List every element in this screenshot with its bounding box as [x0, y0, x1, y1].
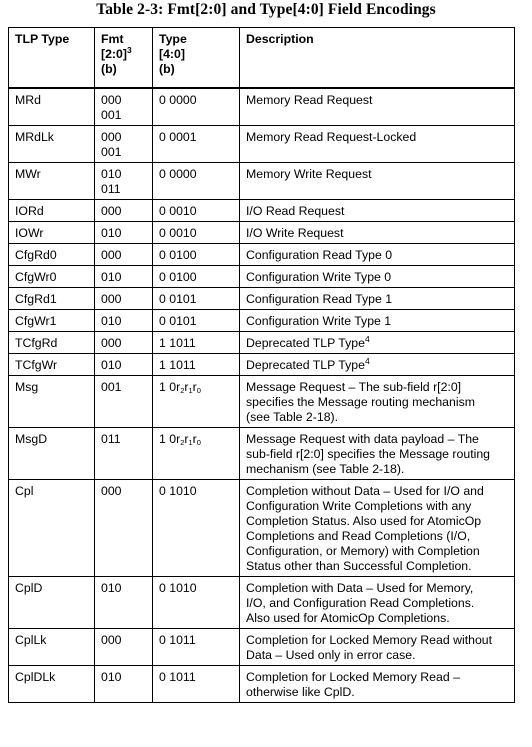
table-row [9, 244, 515, 266]
cell-description [240, 244, 515, 266]
table-row [9, 428, 515, 480]
description-line [246, 167, 508, 182]
description-line [246, 226, 508, 241]
description-line [246, 685, 508, 700]
fmt-value: 000 [101, 93, 122, 107]
description-text: mechanism (see Table 2-18). [246, 462, 405, 476]
table-row [9, 163, 515, 200]
description-line [246, 204, 508, 219]
description-text: Configuration Read Type 1 [246, 292, 393, 306]
description-line [246, 611, 508, 626]
cell-tlp-type: CplD [9, 577, 95, 629]
description-text: Configuration, or Memory) with Completion [246, 544, 480, 558]
fmt-value: 010 [101, 358, 122, 372]
table-row [9, 629, 515, 666]
cell-description [240, 163, 515, 200]
cell-type [153, 666, 240, 703]
description-line [246, 410, 508, 425]
description-line [246, 447, 508, 462]
cell-fmt [95, 310, 153, 332]
description-text: Deprecated TLP Type [246, 358, 365, 372]
cell-fmt [95, 126, 153, 163]
fmt-value: 010 [101, 314, 122, 328]
type-subscript: 1 [188, 438, 193, 447]
table-row [9, 126, 515, 163]
table-row [9, 288, 515, 310]
cell-tlp-type: CplLk [9, 629, 95, 666]
cell-description [240, 354, 515, 376]
fmt-value: 000 [101, 248, 122, 262]
cell-fmt [95, 480, 153, 577]
table-header-row [9, 28, 515, 89]
cell-fmt [95, 244, 153, 266]
cell-fmt [95, 288, 153, 310]
cell-description [240, 428, 515, 480]
cell-type [153, 88, 240, 126]
cell-type [153, 332, 240, 354]
description-line [246, 93, 508, 108]
fmt-value: 011 [101, 432, 121, 446]
type-value: 0 1011 [159, 633, 196, 647]
footnote-marker: 4 [364, 334, 370, 344]
cell-description [240, 629, 515, 666]
cell-fmt [95, 428, 153, 480]
cell-fmt [95, 354, 153, 376]
cell-type [153, 629, 240, 666]
cell-type [153, 266, 240, 288]
fmt-value: 000 [101, 633, 122, 647]
description-text: Data – Used only in error case. [246, 648, 416, 662]
table-row [9, 480, 515, 577]
cell-tlp-type: MRdLk [9, 126, 95, 163]
field-encodings-table [8, 27, 515, 703]
fmt-value: 000 [101, 292, 122, 306]
cell-tlp-type: TCfgWr [9, 354, 95, 376]
cell-type [153, 288, 240, 310]
type-sub-letter: r [184, 432, 189, 446]
cell-description [240, 266, 515, 288]
type-value: 1 0r [159, 380, 181, 394]
cell-tlp-type: MsgD [9, 428, 95, 480]
cell-type [153, 354, 240, 376]
cell-type [153, 310, 240, 332]
description-line [246, 581, 508, 596]
cell-type [153, 222, 240, 244]
description-text: Message Request – The sub-field r[2:0] [246, 380, 462, 394]
description-line [246, 380, 508, 395]
fmt-value: 010 [101, 581, 122, 595]
cell-tlp-type: MRd [9, 88, 95, 126]
description-line [246, 484, 508, 499]
cell-description [240, 310, 515, 332]
table-row [9, 354, 515, 376]
type-subscript: 0 [196, 438, 201, 447]
cell-description [240, 376, 515, 428]
description-text: Completions and Read Completions (I/O, [246, 529, 471, 543]
description-text: Configuration Write Type 0 [246, 270, 392, 284]
cell-tlp-type: TCfgRd [9, 332, 95, 354]
table-row [9, 88, 515, 126]
cell-description [240, 332, 515, 354]
cell-type [153, 200, 240, 222]
description-line [246, 648, 508, 663]
table-row [9, 310, 515, 332]
description-text: Also used for AtomicOp Completions. [246, 611, 450, 625]
description-line [246, 514, 508, 529]
description-text: Configuration Read Type 0 [246, 248, 393, 262]
fmt-value: 000 [101, 130, 122, 144]
fmt-value: 000 [101, 204, 122, 218]
description-line [246, 314, 508, 329]
cell-tlp-type: CfgRd0 [9, 244, 95, 266]
description-text: Completion for Locked Memory Read – [246, 670, 460, 684]
type-sub-letter: r [192, 432, 197, 446]
cell-description [240, 200, 515, 222]
type-value: 1 1011 [159, 358, 196, 372]
type-value: 0 0000 [159, 167, 197, 181]
type-subscript: 1 [188, 386, 193, 395]
cell-tlp-type: CfgWr1 [9, 310, 95, 332]
cell-fmt [95, 222, 153, 244]
type-value: 0 0101 [159, 314, 197, 328]
cell-fmt [95, 666, 153, 703]
type-value: 1 0r [159, 432, 181, 446]
description-text: Deprecated TLP Type [246, 336, 365, 350]
header-type [153, 28, 240, 89]
description-line [246, 462, 508, 477]
table-caption: Table 2-3: Fmt[2:0] and Type[4:0] Field Encodings [96, 1, 436, 18]
description-line [246, 336, 508, 351]
description-text: otherwise like CplD. [246, 685, 355, 699]
fmt-value: 001 [101, 380, 122, 394]
cell-description [240, 126, 515, 163]
description-text: Completion for Locked Memory Read without [246, 633, 493, 647]
cell-type [153, 163, 240, 200]
description-text: I/O Write Request [246, 226, 344, 240]
fmt-value: 001 [101, 108, 122, 122]
type-value: 0 1010 [159, 484, 197, 498]
description-text: Memory Read Request-Locked [246, 130, 417, 144]
type-value: 0 0001 [159, 130, 197, 144]
description-text: Memory Read Request [246, 93, 373, 107]
fmt-value: 010 [101, 167, 122, 181]
type-value: 0 0100 [159, 248, 197, 262]
description-text: Configuration Write Type 1 [246, 314, 392, 328]
description-text: I/O, and Configuration Read Completions. [246, 596, 475, 610]
cell-type [153, 376, 240, 428]
cell-tlp-type: CfgRd1 [9, 288, 95, 310]
description-text: Memory Write Request [246, 167, 372, 181]
fmt-value: 010 [101, 670, 122, 684]
description-text: I/O Read Request [246, 204, 345, 218]
fmt-value: 000 [101, 336, 122, 350]
table-body [9, 88, 515, 703]
header-type-line: Type [159, 32, 187, 46]
footnote-marker: 3 [126, 45, 132, 55]
cell-fmt [95, 88, 153, 126]
description-text: Message Request with data payload – The [246, 432, 479, 446]
cell-fmt [95, 332, 153, 354]
description-line [246, 499, 508, 514]
type-value: 0 0000 [159, 93, 197, 107]
fmt-value: 010 [101, 226, 122, 240]
cell-description [240, 88, 515, 126]
type-value: 0 1011 [159, 670, 196, 684]
cell-tlp-type: CfgWr0 [9, 266, 95, 288]
cell-fmt [95, 200, 153, 222]
cell-description [240, 666, 515, 703]
cell-description [240, 480, 515, 577]
table-row [9, 376, 515, 428]
cell-tlp-type: MWr [9, 163, 95, 200]
header-fmt-line: [2:0]$^3$ [101, 45, 132, 61]
type-sub-letter: r [192, 380, 197, 394]
cell-type [153, 577, 240, 629]
type-subscript: 2 [180, 386, 185, 395]
description-text: (see Table 2-18). [246, 410, 339, 424]
type-value: 0 0101 [159, 292, 197, 306]
cell-fmt [95, 577, 153, 629]
type-value: 0 0100 [159, 270, 197, 284]
description-text: Completion with Data – Used for Memory, [246, 581, 474, 595]
header-description: Description [240, 28, 515, 89]
type-value: 0 1010 [159, 581, 197, 595]
description-text: Completion Status. Also used for AtomicOp [246, 514, 482, 528]
cell-tlp-type: Cpl [9, 480, 95, 577]
description-line [246, 529, 508, 544]
description-line [246, 670, 508, 685]
table-row [9, 666, 515, 703]
description-line [246, 130, 508, 145]
description-line [246, 395, 508, 410]
fmt-value: 001 [101, 145, 122, 159]
header-fmt-line: Fmt [101, 32, 124, 46]
cell-tlp-type: CplDLk [9, 666, 95, 703]
type-value: 1 1011 [159, 336, 196, 350]
cell-fmt [95, 629, 153, 666]
description-text: specifies the Message routing mechanism [246, 395, 475, 409]
cell-type [153, 428, 240, 480]
type-value: 0 0010 [159, 204, 197, 218]
fmt-value: 011 [101, 182, 121, 196]
header-type-line: (b) [159, 62, 175, 76]
table-row [9, 266, 515, 288]
table-row [9, 332, 515, 354]
description-text: Completion without Data – Used for I/O and [246, 484, 484, 498]
description-line [246, 248, 508, 263]
type-value: 0 0010 [159, 226, 197, 240]
cell-fmt [95, 266, 153, 288]
footnote-marker: 4 [364, 356, 370, 366]
table-row [9, 577, 515, 629]
description-line [246, 596, 508, 611]
header-fmt-line: (b) [101, 62, 117, 76]
description-line [246, 432, 508, 447]
fmt-value: 000 [101, 484, 122, 498]
cell-type [153, 244, 240, 266]
header-type-line: [4:0] [159, 47, 185, 61]
cell-type [153, 126, 240, 163]
table-row [9, 200, 515, 222]
table-row [9, 222, 515, 244]
type-subscript: 2 [180, 438, 185, 447]
cell-tlp-type: Msg [9, 376, 95, 428]
type-subscript: 0 [196, 386, 201, 395]
header-fmt [95, 28, 153, 89]
cell-fmt [95, 376, 153, 428]
description-line [246, 292, 508, 307]
description-line [246, 544, 508, 559]
cell-tlp-type: IORd [9, 200, 95, 222]
cell-tlp-type: IOWr [9, 222, 95, 244]
description-text: Configuration Write Completions with any [246, 499, 472, 513]
description-line [246, 358, 508, 373]
description-text: sub-field r[2:0] specifies the Message routing [246, 447, 491, 461]
header-tlp-type: TLP Type [9, 28, 95, 89]
description-line [246, 633, 508, 648]
description-text: Status other than Successful Completion. [246, 559, 472, 573]
cell-type [153, 480, 240, 577]
fmt-value: 010 [101, 270, 122, 284]
description-line [246, 270, 508, 285]
description-line [246, 559, 508, 574]
cell-description [240, 288, 515, 310]
cell-description [240, 222, 515, 244]
cell-description [240, 577, 515, 629]
cell-fmt [95, 163, 153, 200]
type-sub-letter: r [184, 380, 189, 394]
